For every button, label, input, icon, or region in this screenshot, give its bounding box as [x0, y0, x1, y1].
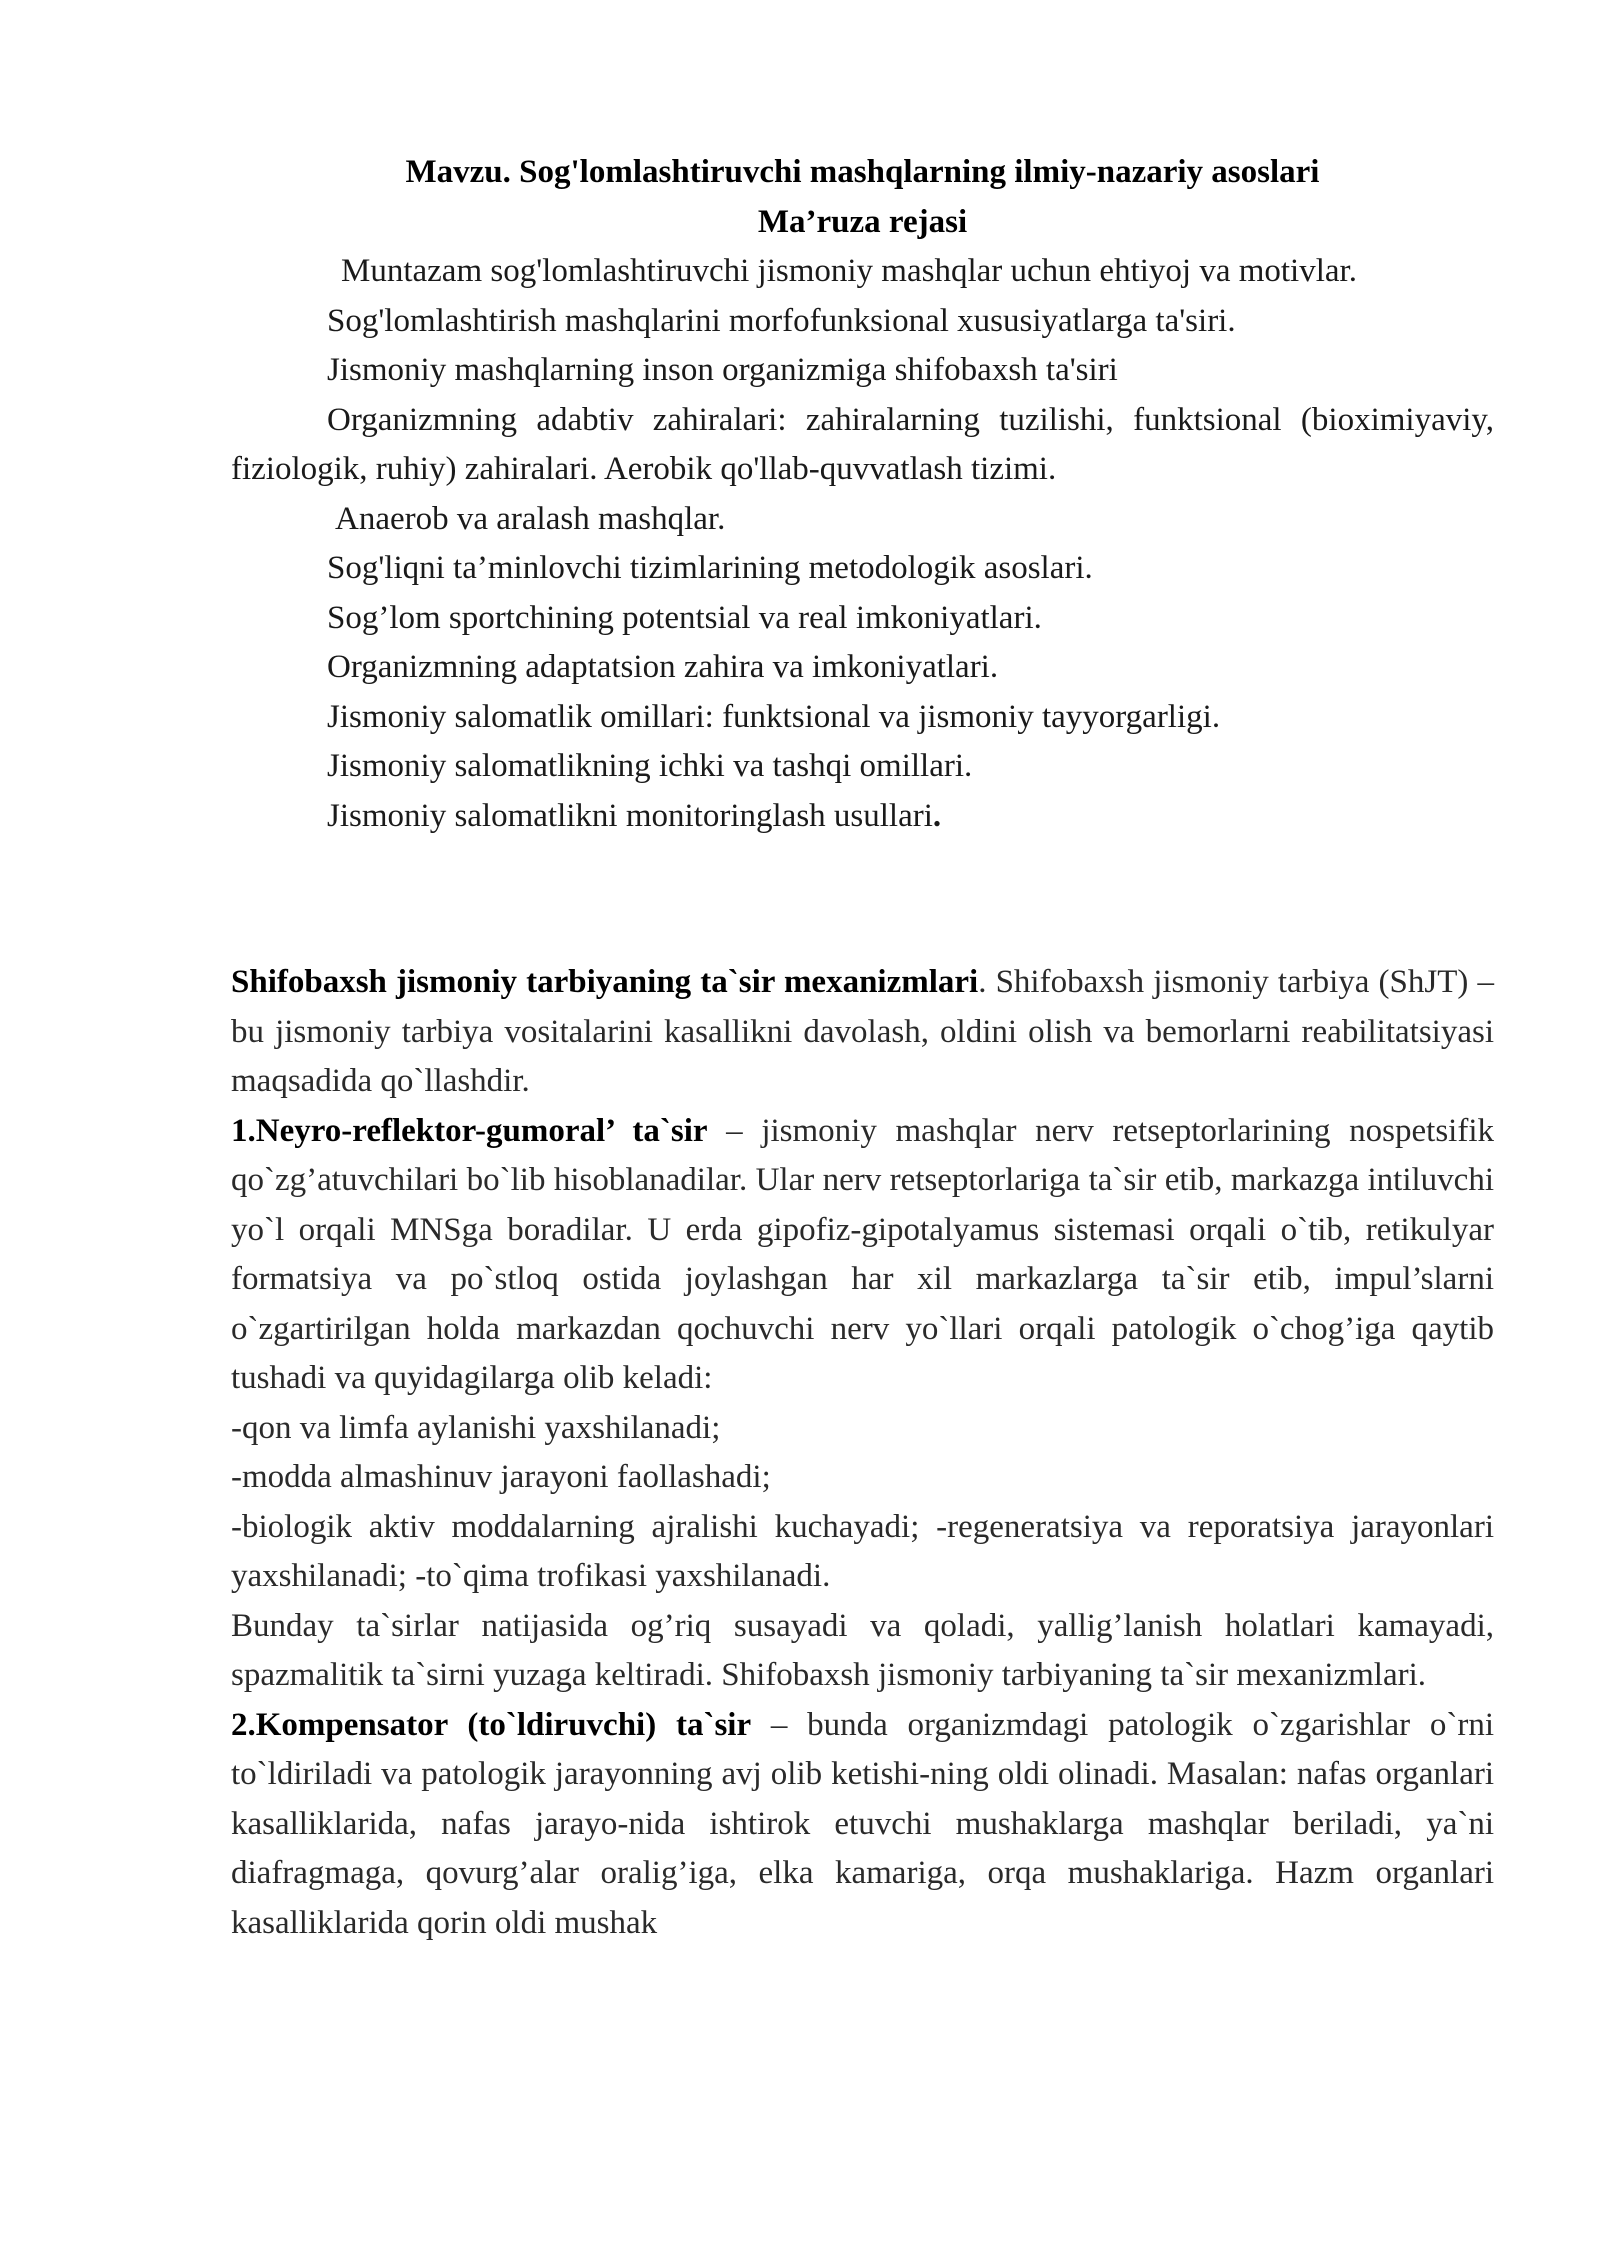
plan-item: Jismoniy salomatlikning ichki va tashqi omillari.: [327, 748, 973, 784]
plan-item: Jismoniy salomatlik omillari: funktsional va jismoniy tayyorgarligi.: [327, 698, 1221, 735]
plan-item: Muntazam sog'lomlashtiruvchi jismoniy mashqlar uchun ehtiyoj va motivlar.: [341, 253, 1357, 289]
topic-title: Mavzu. Sog'lomlashtiruvchi mashqlarning ilmiy-nazariy asoslari: [405, 154, 1320, 190]
plan-item: Jismoniy mashqlarning inson organizmiga shifobaxsh ta'siri: [327, 352, 1118, 388]
plan-item: Organizmning adaptatsion zahira va imkoniyatlari.: [327, 649, 999, 685]
paragraph-text: . Shifobaxsh jismoniy tarbiya (ShJT) – bu jismoniy tarbiya vositalarini kasallikni davolash, oldini olish va bemorlarni reabilitatsiyasi maqsadida qo`llashdir.: [231, 964, 1494, 1099]
paragraph-mechanisms: [231, 958, 1494, 1107]
section-heading: 1.Neyro-reflektor-gumoral’ ta`sir: [231, 1112, 708, 1149]
lecture-plan: [231, 247, 1494, 841]
section-heading: 2.Kompensator (to`ldiruvchi) ta`sir: [231, 1706, 752, 1743]
list-item: -modda almashinuv jarayoni faollashadi;: [231, 1459, 771, 1495]
plan-item: Sog'lomlashtirish mashqlarini morfofunksional xususiyatlarga ta'siri.: [327, 302, 1236, 339]
paragraph-text: – jismoniy mashqlar nerv retseptorlarining nospetsifik qo`zg’atuvchilari bo`lib hisoblanadilar. Ular nerv retseptorlariga ta`sir etib, markazga intiluvchi yo`l orqali MNSga boradilar. U erda gipofiz-gipotalyamus sistemasi orqali o`tib, retikulyar formatsiya va po`stloq ostida joylashgan har xil markazlarga ta`sir etib, impul’slarni o`zgartirilgan holda markazdan qochuvchi nerv yo`llari orqali patologik o`chog’iga qaytib tushadi va quyidagilarga olib keladi:: [231, 1112, 1494, 1396]
plan-item: Organizmning adabtiv zahiralari: zahiralarning tuzilishi, funktsional (bioximiyaviy, fiziologik, ruhiy) zahiralari. Aerobik qo'llab-quvvatlash tizimi.: [231, 401, 1494, 487]
paragraph-compensator: [231, 1701, 1494, 1949]
paragraph-text: – bunda organizmdagi patologik o`zgarishlar o`rni to`ldiriladi va patologik jarayonning avj olib ketishi-ning oldi olinadi. Masalan: nafas organlari kasalliklarida, nafas jarayo-nida ishtirok etuvchi mushaklarga mashqlar beriladi, ya`ni diafragmaga, qovurg’alar oralig’iga, elka kamariga, orqa mushaklariga. Hazm organlari kasalliklarida qorin oldi mushak: [231, 1706, 1494, 1941]
plan-item-text: Jismoniy salomatlikni monitoringlash usullari: [327, 797, 933, 834]
paragraph-effects: Bunday ta`sirlar natijasida og’riq susayadi va qoladi, yallig’lanish holatlari kamayadi, spazmalitik ta`sirni yuzaga keltiradi. Shifobaxsh jismoniy tarbiyaning ta`sir mexanizmlari.: [231, 1607, 1494, 1693]
plan-title: Ma’ruza rejasi: [757, 203, 968, 240]
plan-item-period: .: [932, 797, 942, 834]
plan-item: Sog'liqni ta’minlovchi tizimlarining metodologik asoslari.: [327, 550, 1093, 586]
spacer: [231, 841, 1494, 958]
document-page: [231, 148, 1494, 1948]
list-item: -qon va limfa aylanishi yaxshilanadi;: [231, 1409, 721, 1446]
list-item: -biologik aktiv moddalarning ajralishi kuchayadi; -regeneratsiya va reporatsiya jarayonlari yaxshilanadi; -to`qima trofikasi yaxshilanadi.: [231, 1508, 1494, 1594]
lecture-body: [231, 958, 1494, 1948]
paragraph-neuro-reflex: [231, 1107, 1494, 1404]
section-heading: Shifobaxsh jismoniy tarbiyaning ta`sir mexanizmlari: [231, 964, 979, 1000]
plan-item: Anaerob va aralash mashqlar.: [335, 500, 726, 537]
plan-item: Sog’lom sportchining potentsial va real imkoniyatlari.: [327, 599, 1042, 636]
plan-item: [231, 792, 1494, 842]
